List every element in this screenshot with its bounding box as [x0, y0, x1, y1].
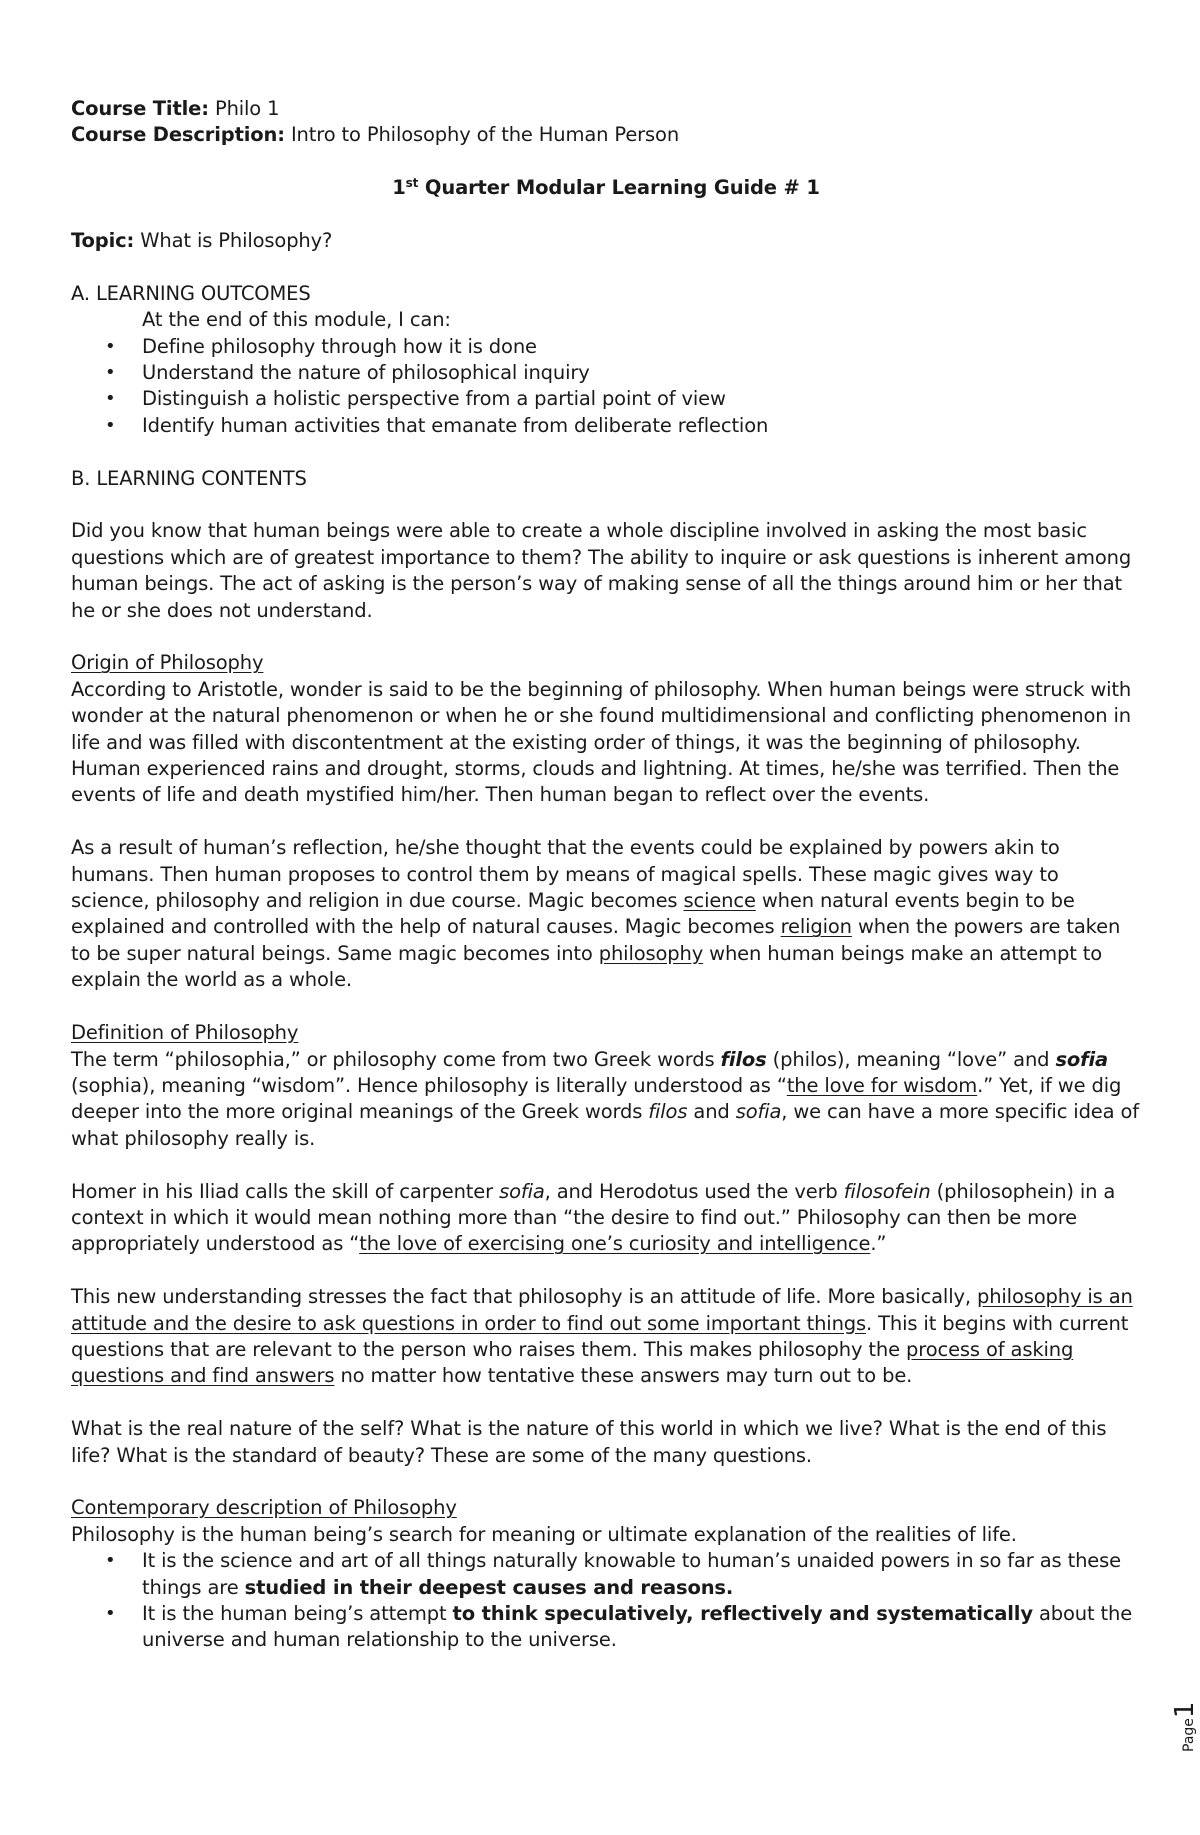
page-label: Page	[1181, 1718, 1197, 1752]
page-number	[1162, 1672, 1200, 1752]
list-item: • Distinguish a holistic perspective from a partial point of view	[142, 386, 1141, 412]
contemporary-list	[71, 1548, 1141, 1654]
course-description-value: Intro to Philosophy of the Human Person	[284, 123, 680, 147]
list-item: • Understand the nature of philosophical inquiry	[142, 360, 1141, 386]
list-item: • Identify human activities that emanate from deliberate reflection	[142, 413, 1141, 439]
list-item: • Define philosophy through how it is done	[142, 334, 1141, 360]
contemporary-heading: Contemporary description of Philosophy	[71, 1496, 457, 1520]
list-item: • It is the science and art of all things naturally knowable to human’s unaided powers in so far as these things are studied in their deepest causes and reasons.	[142, 1548, 1141, 1601]
page-number-value: 1	[1170, 1701, 1200, 1719]
definition-paragraph-1: The term “philosophia,” or philosophy come from two Greek words filos (philos), meaning “love” and sofia (sophia), meaning “wisdom”. Hence philosophy is literally understood as “the love for wisdom.” Yet, if we dig deeper into the more original meanings of the Greek words filos and sofia, we can have a more specific idea of what philosophy really is.	[71, 1047, 1139, 1150]
definition-paragraph-3: This new understanding stresses the fact that philosophy is an attitude of life. More basically, philosophy is an attitude and the desire to ask questions in order to find out some important things. This it begins with current questions that are relevant to the person who raises them. This makes philosophy the process of asking questions and find answers no matter how tentative these answers may turn out to be.	[71, 1285, 1133, 1388]
contemporary-paragraph: Philosophy is the human being’s search for meaning or ultimate explanation of the realities of life.	[71, 1522, 1017, 1546]
topic-line	[71, 228, 1141, 254]
definition-paragraph-4: What is the real nature of the self? What is the nature of this world in which we live? What is the end of this life? What is the standard of beauty? These are some of the many questions.	[71, 1417, 1107, 1467]
definition-paragraph-2: Homer in his Iliad calls the skill of carpenter sofia, and Herodotus used the verb filosofein (philosophein) in a context in which it would mean nothing more than “the desire to find out.” Philosophy can then be more appropriately understood as “the love of exercising one’s curiosity and intelligence.”	[71, 1179, 1116, 1256]
outcomes-intro: At the end of this module, I can:	[142, 308, 451, 332]
course-description-line	[71, 122, 1141, 148]
list-item: • It is the human being’s attempt to think speculatively, reflectively and systematically about the universe and human relationship to the universe.	[142, 1601, 1141, 1654]
guide-title: 1st Quarter Modular Learning Guide # 1	[392, 176, 820, 200]
definition-heading: Definition of Philosophy	[71, 1021, 299, 1045]
origin-paragraph-2: As a result of human’s reflection, he/she thought that the events could be explained by powers akin to humans. Then human proposes to control them by means of magical spells. These magic gives way to science, philosophy and religion in due course. Magic becomes science when natural events begin to be explained and controlled with the help of natural causes. Magic becomes religion when the powers are taken to be super natural beings. Same magic becomes into philosophy when human beings make an attempt to explain the world as a whole.	[71, 836, 1121, 992]
origin-paragraph-1: According to Aristotle, wonder is said to be the beginning of philosophy. When human beings were struck with wonder at the natural phenomenon or when he or she found multidimensional and conflicting phenomenon in life and was filled with discontentment at the existing order of things, it was the beginning of philosophy. Human experienced rains and drought, storms, clouds and lightning. At times, he/she was terrified. Then the events of life and death mystified him/her. Then human began to reflect over the events.	[71, 677, 1132, 807]
topic-label: Topic:	[71, 229, 135, 252]
course-description-label: Course Description:	[71, 123, 285, 147]
outcomes-heading: A. LEARNING OUTCOMES	[71, 281, 311, 305]
learning-guide-page	[71, 96, 1141, 1654]
course-title-label: Course Title:	[71, 97, 209, 120]
outcomes-list	[71, 334, 1141, 440]
contents-intro: Did you know that human beings were able to create a whole discipline involved in asking the most basic questions which are of greatest importance to them? The ability to inquire or ask questions is inherent among human beings. The act of asking is the person’s way of making sense of all the things around him or her that he or she does not understand.	[71, 519, 1132, 622]
contents-heading: B. LEARNING CONTENTS	[71, 466, 307, 490]
origin-heading: Origin of Philosophy	[71, 651, 264, 675]
topic-value: What is Philosophy?	[134, 229, 333, 252]
course-title-line	[71, 96, 1141, 122]
course-title-value: Philo 1	[208, 97, 280, 120]
